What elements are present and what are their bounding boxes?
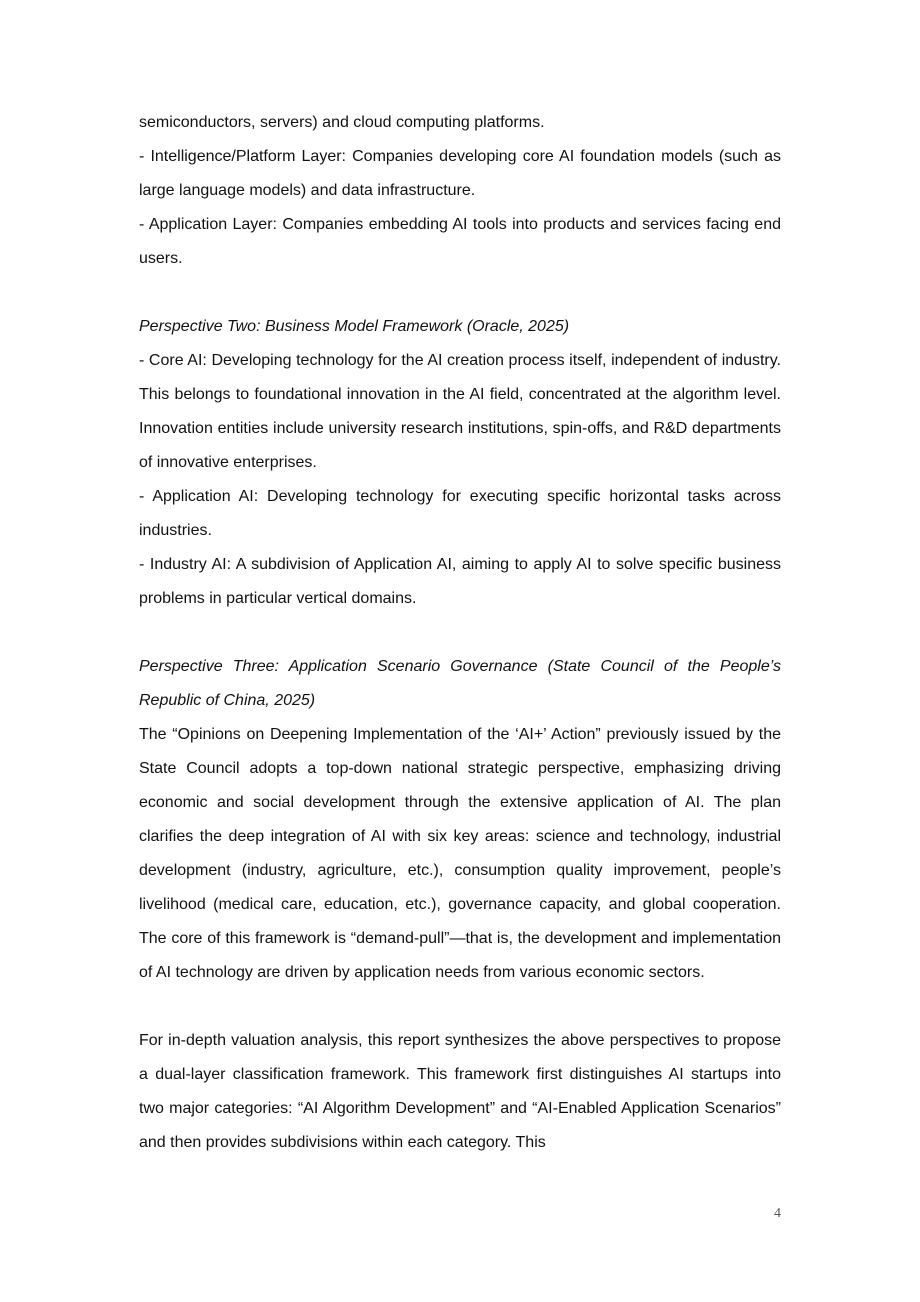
paragraph-spacer bbox=[139, 276, 781, 310]
paragraph-industry-ai: - Industry AI: A subdivision of Application AI, aiming to apply AI to solve specific business problems in particular vertical domains. bbox=[139, 556, 781, 607]
paragraph-spacer bbox=[139, 990, 781, 1024]
paragraph-spacer bbox=[139, 616, 781, 650]
paragraph-application-ai: - Application AI: Developing technology for executing specific horizontal tasks across industries. bbox=[139, 488, 781, 539]
heading-perspective-three: Perspective Three: Application Scenario Governance (State Council of the People’s Republic of China, 2025) bbox=[139, 658, 781, 709]
paragraph-intelligence-platform-layer: - Intelligence/Platform Layer: Companies developing core AI foundation models (such as large language models) and data infrastructure. bbox=[139, 148, 781, 199]
paragraph-core-ai: - Core AI: Developing technology for the AI creation process itself, independent of industry. This belongs to foundational innovation in the AI field, concentrated at the algorithm level. Innovation entities include university research institutions, spin-offs, and R&D departments of innovative enterprises. bbox=[139, 352, 781, 471]
paragraph-valuation-framework: For in-depth valuation analysis, this report synthesizes the above perspectives to propose a dual-layer classification framework. This framework first distinguishes AI startups into two major categories: “AI Algorithm Development” and “AI-Enabled Application Scenarios” and then provides subdivisions within each category. This bbox=[139, 1032, 781, 1151]
page-number: 4 bbox=[774, 1206, 781, 1221]
paragraph-application-layer: - Application Layer: Companies embedding AI tools into products and services facing end users. bbox=[139, 216, 781, 267]
paragraph-state-council-opinions: The “Opinions on Deepening Implementation of the ‘AI+’ Action” previously issued by the State Council adopts a top-down national strategic perspective, emphasizing driving economic and social development through the extensive application of AI. The plan clarifies the deep integration of AI with six key areas: science and technology, industrial development (industry, agriculture, etc.), consumption quality improvement, people’s livelihood (medical care, education, etc.), governance capacity, and global cooperation. The core of this framework is “demand-pull”—that is, the development and implementation of AI technology are driven by application needs from various economic sectors. bbox=[139, 726, 781, 981]
heading-perspective-two: Perspective Two: Business Model Framework (Oracle, 2025) bbox=[139, 318, 570, 335]
document-page bbox=[139, 106, 781, 1160]
paragraph-hardware-layer-end: semiconductors, servers) and cloud computing platforms. bbox=[139, 114, 545, 131]
